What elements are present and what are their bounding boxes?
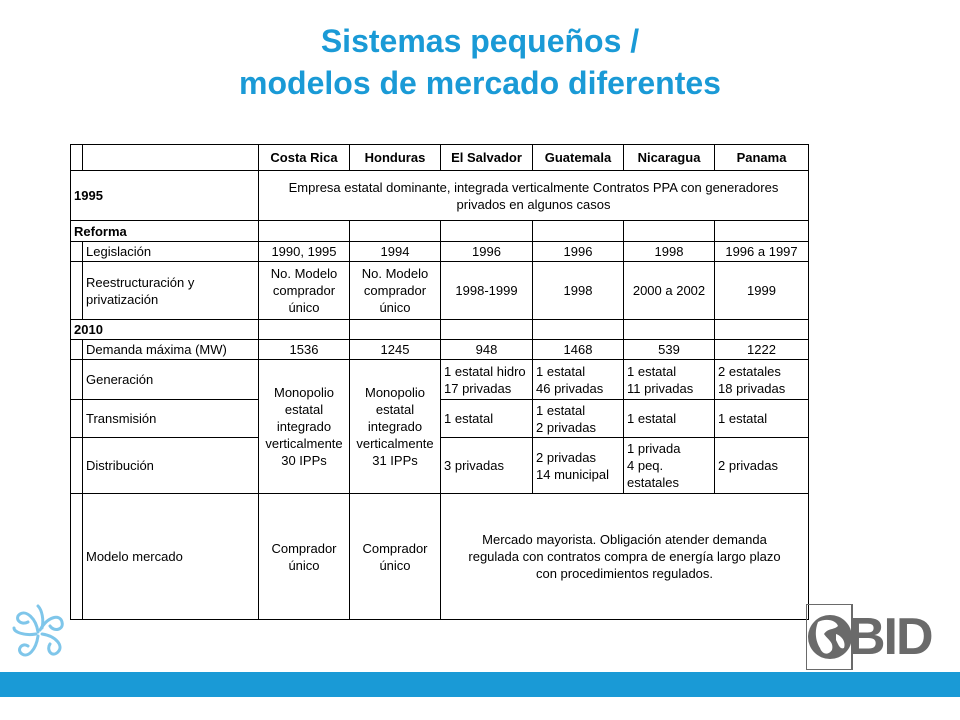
cell-legislacion-cr: 1990, 1995 [259,242,350,262]
cell-legislacion-gt: 1996 [533,242,624,262]
cell-line: 2 estatales [718,363,781,379]
cell-line: integrado [276,419,332,434]
label-reestructuracion-line1: Reestructuración y [86,274,195,290]
cell-line: 4 peq. [627,458,664,473]
cell-line: verticalmente [356,436,434,451]
cell-line: No. Modelo [270,266,338,281]
row-1995 [71,171,809,221]
empty-cell [441,221,533,242]
indent-cell [71,438,83,494]
cell-distribucion-sv: 3 privadas [441,438,533,494]
cell-demanda-pa: 1222 [715,340,809,360]
row-generacion [71,360,809,400]
text-1995-line2: privados en algunos casos [456,196,611,212]
empty-cell [715,320,809,340]
row-reforma [71,221,809,242]
cell-line: 31 IPPs [372,453,418,468]
cell-transmision-ni: 1 estatal [624,400,715,438]
cell-legislacion-pa: 1996 a 1997 [715,242,809,262]
cell-demanda-gt: 1468 [533,340,624,360]
row-demanda [71,340,809,360]
cell-line: 1 estatal [536,363,586,379]
cell-line: Monopolio [365,385,425,400]
label-2010: 2010 [71,320,259,340]
cell-line: 1 estatal [536,402,586,418]
empty-cell [259,221,350,242]
cell-line: Mercado mayorista. Obligación atender demanda [482,532,767,547]
cell-line: 17 privadas [444,380,512,396]
cell-distribucion-gt [533,438,624,494]
page-title [0,20,960,104]
header-panama: Panama [715,145,809,171]
label-distribucion: Distribución [83,438,259,494]
cell-distribucion-pa: 2 privadas [715,438,809,494]
cell-line: Comprador [271,540,337,556]
title-line-1: Sistemas pequeños / [320,23,640,59]
cell-demanda-hn: 1245 [350,340,441,360]
cell-line: 2 privadas [536,419,596,435]
empty-cell [350,221,441,242]
cell-reestructuracion-cr [259,262,350,320]
cell-line: comprador [272,283,336,298]
indent-cell [71,262,83,320]
empty-cell [441,320,533,340]
cell-line: 46 privadas [536,380,604,396]
empty-cell [624,320,715,340]
header-costa-rica: Costa Rica [259,145,350,171]
cell-reestructuracion-sv: 1998-1999 [441,262,533,320]
bid-logo-text: BID [848,608,932,666]
flower-logo-icon [8,600,72,666]
empty-cell [83,145,259,171]
cell-line: 1 estatal hidro [444,363,526,379]
cell-demanda-ni: 539 [624,340,715,360]
label-generacion: Generación [83,360,259,400]
cell-modelo-cr [259,494,350,620]
cell-line: estatal [284,402,324,417]
cell-modelo-hn [350,494,441,620]
comparison-table [70,144,809,620]
row-legislacion [71,242,809,262]
empty-cell [71,145,83,171]
cell-monopolio-cr [259,360,350,494]
indent-cell [71,360,83,400]
empty-cell [715,221,809,242]
cell-line: 1 privada [627,441,681,456]
cell-line: 18 privadas [718,380,786,396]
cell-legislacion-hn: 1994 [350,242,441,262]
cell-line: único [288,557,320,573]
label-legislacion: Legislación [83,242,259,262]
header-el-salvador: El Salvador [441,145,533,171]
label-transmision: Transmisión [83,400,259,438]
label-reestructuracion-line2: privatización [86,291,159,307]
header-guatemala: Guatemala [533,145,624,171]
empty-cell [533,320,624,340]
footer-bar [0,672,960,697]
cell-distribucion-ni [624,438,715,494]
cell-reestructuracion-ni: 2000 a 2002 [624,262,715,320]
empty-cell [350,320,441,340]
text-1995-line1: Empresa estatal dominante, integrada verticalmente Contratos PPA con generadores [288,179,779,195]
table-header-row [71,145,809,171]
cell-line: No. Modelo [361,266,429,281]
indent-cell [71,494,83,620]
cell-legislacion-ni: 1998 [624,242,715,262]
cell-line: único [379,300,411,315]
cell-line: con procedimientos regulados. [535,566,714,581]
label-demanda: Demanda máxima (MW) [83,340,259,360]
cell-monopolio-hn [350,360,441,494]
label-1995: 1995 [71,171,259,221]
cell-transmision-gt [533,400,624,438]
label-modelo: Modelo mercado [83,494,259,620]
cell-reestructuracion-pa: 1999 [715,262,809,320]
cell-transmision-sv: 1 estatal [441,400,533,438]
cell-line: 2 privadas [536,449,596,465]
row-reestructuracion [71,262,809,320]
cell-line: verticalmente [265,436,343,451]
cell-line: 14 municipal [536,466,609,482]
cell-generacion-gt [533,360,624,400]
cell-generacion-ni [624,360,715,400]
empty-cell [533,221,624,242]
cell-legislacion-sv: 1996 [441,242,533,262]
cell-reestructuracion-gt: 1998 [533,262,624,320]
indent-cell [71,400,83,438]
cell-generacion-sv [441,360,533,400]
cell-line: único [288,300,320,315]
cell-transmision-pa: 1 estatal [715,400,809,438]
cell-reestructuracion-hn [350,262,441,320]
title-line-2: modelos de mercado diferentes [239,65,721,101]
cell-line: comprador [363,283,427,298]
empty-cell [259,320,350,340]
indent-cell [71,340,83,360]
cell-line: integrado [367,419,423,434]
cell-line: 11 privadas [627,380,694,396]
cell-demanda-sv: 948 [441,340,533,360]
row-modelo [71,494,809,620]
cell-line: regulada con contratos compra de energía largo plazo [468,549,781,564]
indent-cell [71,242,83,262]
cell-line: estatal [375,402,415,417]
cell-demanda-cr: 1536 [259,340,350,360]
cell-line: estatales [627,475,680,490]
cell-line: Comprador [362,540,428,556]
label-reestructuracion [83,262,259,320]
cell-line: Monopolio [274,385,334,400]
cell-generacion-pa [715,360,809,400]
header-nicaragua: Nicaragua [624,145,715,171]
empty-cell [624,221,715,242]
label-reforma: Reforma [71,221,259,242]
row-2010 [71,320,809,340]
text-1995 [259,171,809,221]
cell-line: 1 estatal [627,363,677,379]
cell-line: único [379,557,411,573]
cell-modelo-rest [441,494,809,620]
header-honduras: Honduras [350,145,441,171]
cell-line: 30 IPPs [281,453,327,468]
